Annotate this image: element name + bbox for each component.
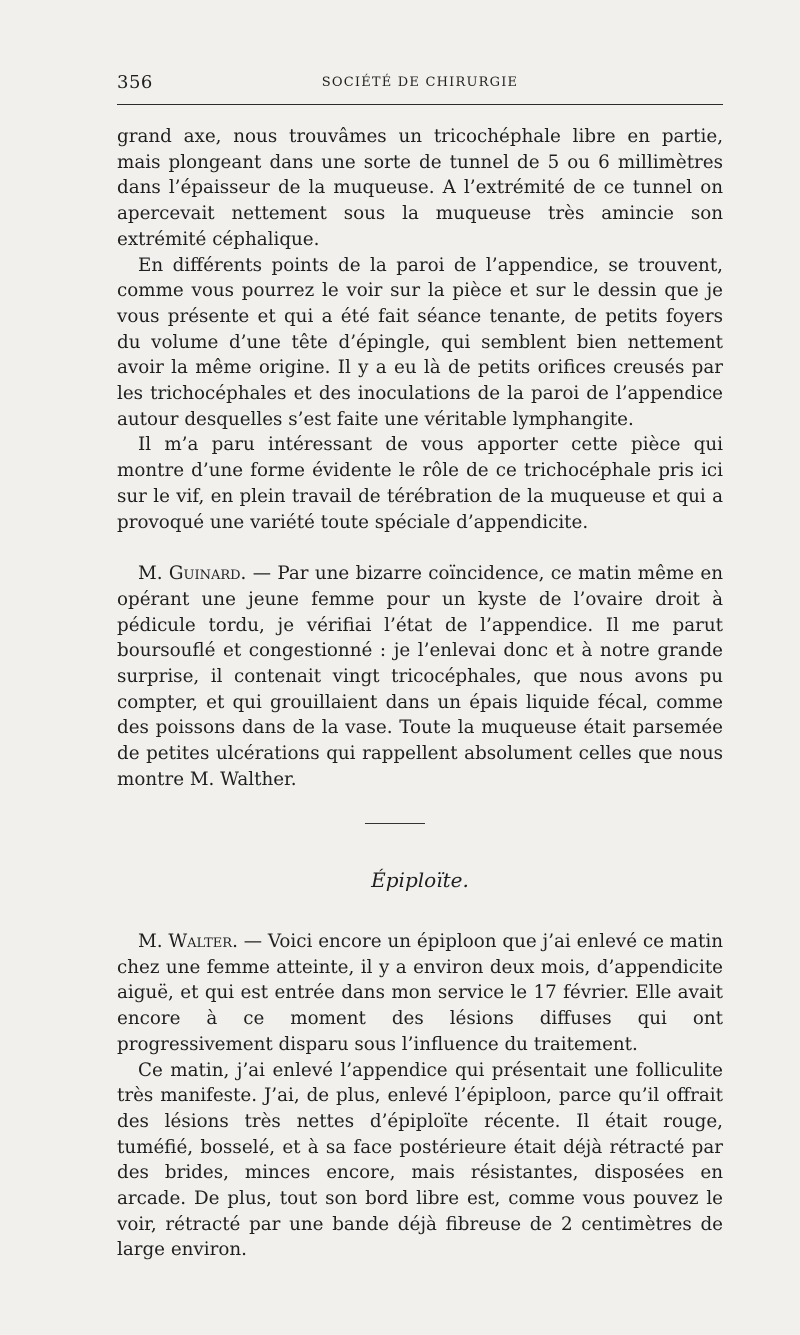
- body-text-bottom: [117, 929, 723, 1263]
- speaker-guinard: M. Guinard.: [138, 563, 247, 585]
- paragraph-foyers: En différents points de la paroi de l’appendice, se trouvent, comme vous pourrez le voir sur la pièce et sur le dessin que je vous présente et qui a été fait séance tenante, de petits foyers du volume d’une tête d’épingle, qui semblent bien nettement avoir la même origine. Il y a eu là de petits orifices creusés par les trichocéphales et des inoculations de la paroi de l’appendice autour desquelles s’est faite une véritable lymphangite.: [117, 254, 723, 430]
- paragraph-conclusion: Il m’a paru intéressant de vous apporter cette pièce qui montre d’une forme évidente le rôle de ce trichocéphale pris ici sur le vif, en plein travail de térébration de la muqueuse et qui a provoqué une variété toute spéciale d’appendicite.: [117, 434, 723, 533]
- paragraph-final: Ce matin, j’ai enlevé l’appendice qui présentait une folliculite très manifeste. J’ai, de plus, enlevé l’épiploon, parce qu’il offrait des lésions très nettes d’épiploïte récente. Il était rouge, tuméfié, bosselé, et à sa face postérieure était déjà rétracté par des brides, minces encore, mais résistantes, disposées en arcade. De plus, tout son bord libre est, comme vous pouvez le voir, rétracté par une bande déjà fibreuse de 2 centimètres de large environ.: [117, 1059, 723, 1261]
- running-title: SOCIÉTÉ DE CHIRURGIE: [321, 75, 519, 90]
- section-divider: [365, 823, 425, 824]
- walter-text: — Voici encore un épiploon que j’ai enlevé ce matin chez une femme atteinte, il y a environ deux mois, d’appendicite aiguë, et qui est entrée dans mon service le 17 février. Elle avait encore à ce moment des lésions diffuses qui ont progressivement disparu sous l’influence du traitement.: [117, 931, 724, 1055]
- paragraph-guinard: [117, 561, 723, 792]
- body-text-top: [117, 124, 723, 793]
- paragraph-walter: [117, 929, 723, 1058]
- section-title: Épiploïte.: [371, 868, 469, 892]
- speaker-walter: M. Walter.: [138, 931, 238, 952]
- page-number: 356: [117, 72, 153, 93]
- header-rule: [117, 104, 723, 105]
- page-header: [117, 72, 723, 98]
- paragraph-continuation: grand axe, nous trouvâmes un tricochéphale libre en partie, mais plongeant dans une sorte de tunnel de 5 ou 6 millimètres dans l’épaisseur de la muqueuse. A l’extrémité de ce tunnel on apercevait nettement sous la muqueuse très amincie son extrémité céphalique.: [117, 126, 723, 250]
- paragraph-gap: [117, 535, 723, 561]
- guinard-text: — Par une bizarre coïncidence, ce matin même en opérant une jeune femme pour un kyste de l’ovaire droit à pédicule tordu, je vérifiai l’état de l’appendice. Il me parut boursouflé et congestionné : je l’enlevai donc et à notre grande surprise, il contenait vingt tricocéphales, que nous avons pu compter, et qui grouillaient dans un épais liquide fécal, comme des poissons dans de la vase. Toute la muqueuse était parsemée de petites ulcérations qui rappellent absolument celles que nous montre M. Walther.: [117, 563, 723, 790]
